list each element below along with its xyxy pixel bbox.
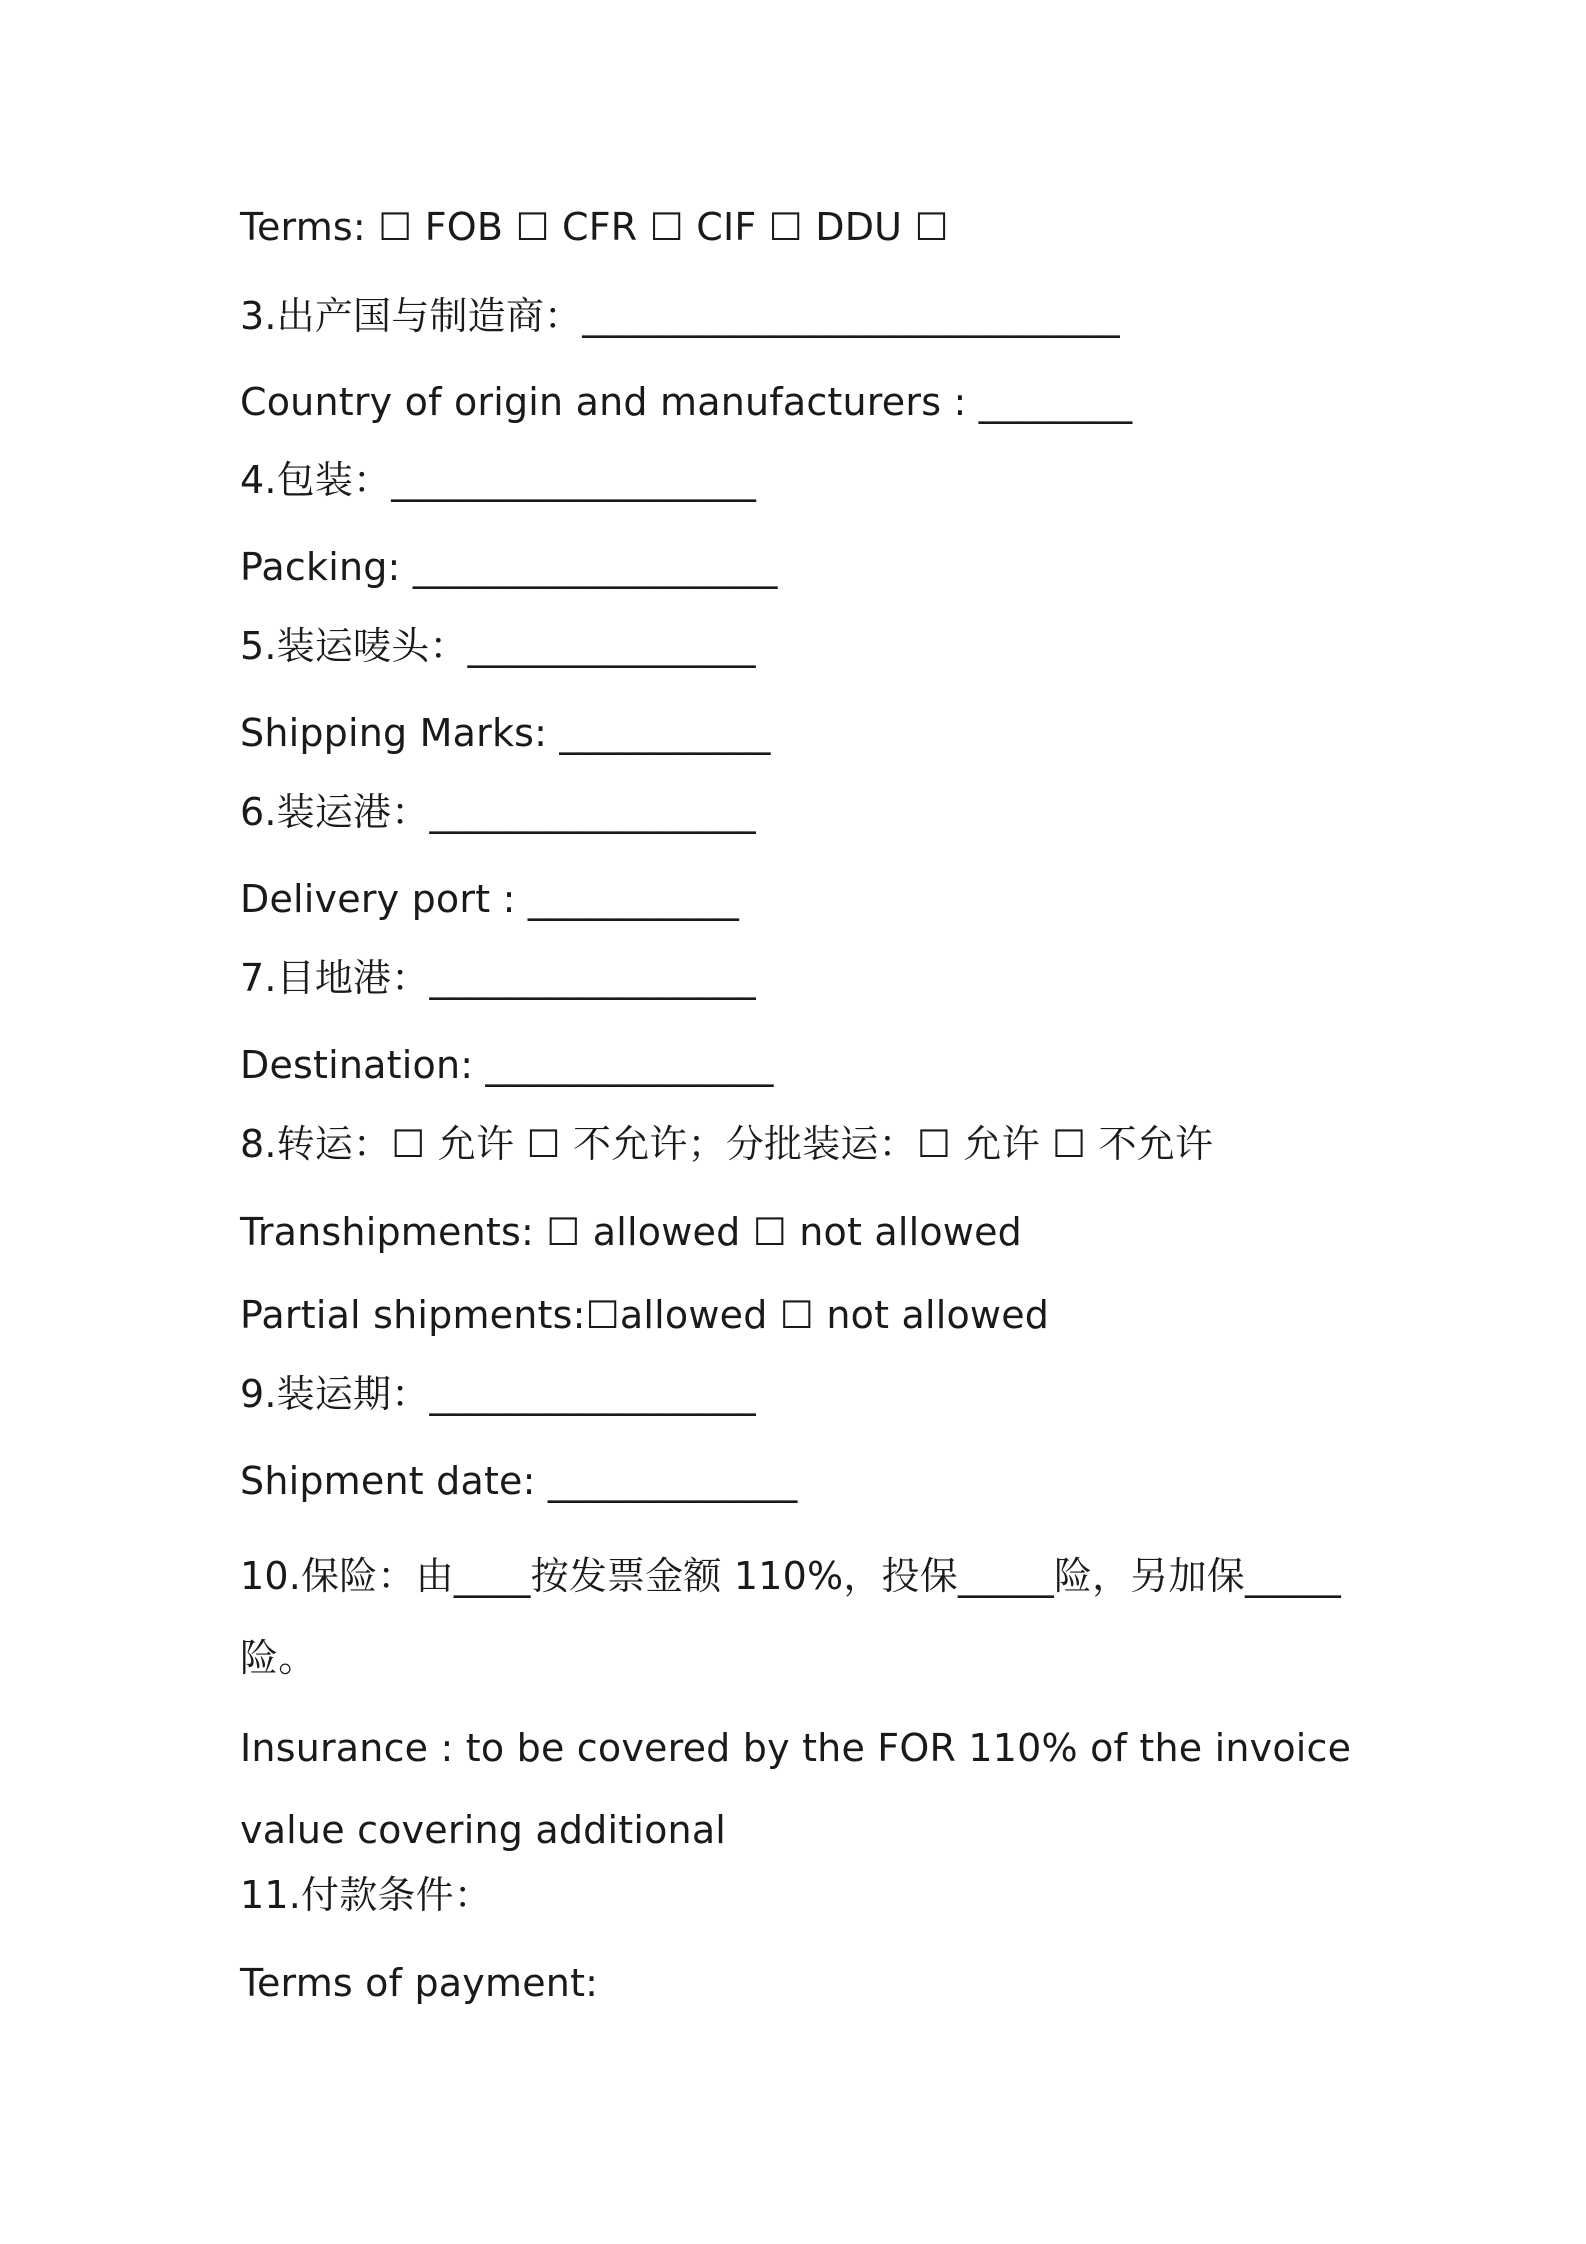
origin-cn-line: 3.出产国与制造商：____________________________ — [240, 294, 1120, 338]
marks-cn-line: 5.装运唛头：_______________ — [240, 624, 756, 668]
marks-en-line: Shipping Marks: ___________ — [240, 711, 771, 755]
origin-en-line: Country of origin and manufacturers : ________ — [240, 380, 1133, 424]
dest-cn-line: 7.目地港：_________________ — [240, 956, 756, 1000]
port-cn-line: 6.装运港：_________________ — [240, 790, 756, 834]
tranship-en-line: Transhipments: ☐ allowed ☐ not allowed — [240, 1210, 1022, 1254]
port-en-line: Delivery port : ___________ — [240, 877, 740, 921]
terms-line: Terms: ☐ FOB ☐ CFR ☐ CIF ☐ DDU ☐ — [240, 205, 949, 249]
tranship-cn-line: 8.转运：☐ 允许 ☐ 不允许；分批装运：☐ 允许 ☐ 不允许 — [240, 1122, 1214, 1166]
packing-cn-line: 4.包装：___________________ — [240, 458, 757, 502]
payment-en-line: Terms of payment: — [240, 1961, 599, 2005]
date-en-line: Shipment date: _____________ — [240, 1459, 798, 1503]
insurance-en-line: Insurance : to be covered by the FOR 110% of the invoice value covering additional — [240, 1726, 1352, 1852]
payment-cn-line: 11.付款条件： — [240, 1873, 493, 1917]
partial-en-line: Partial shipments:☐allowed ☐ not allowed — [240, 1293, 1050, 1337]
insurance-cn-line: 10.保险：由____按发票金额 110%，投保_____险，另加保_____险。 — [240, 1554, 1341, 1680]
date-cn-line: 9.装运期：_________________ — [240, 1372, 756, 1416]
packing-en-line: Packing: ___________________ — [240, 545, 778, 589]
dest-en-line: Destination: _______________ — [240, 1043, 774, 1087]
